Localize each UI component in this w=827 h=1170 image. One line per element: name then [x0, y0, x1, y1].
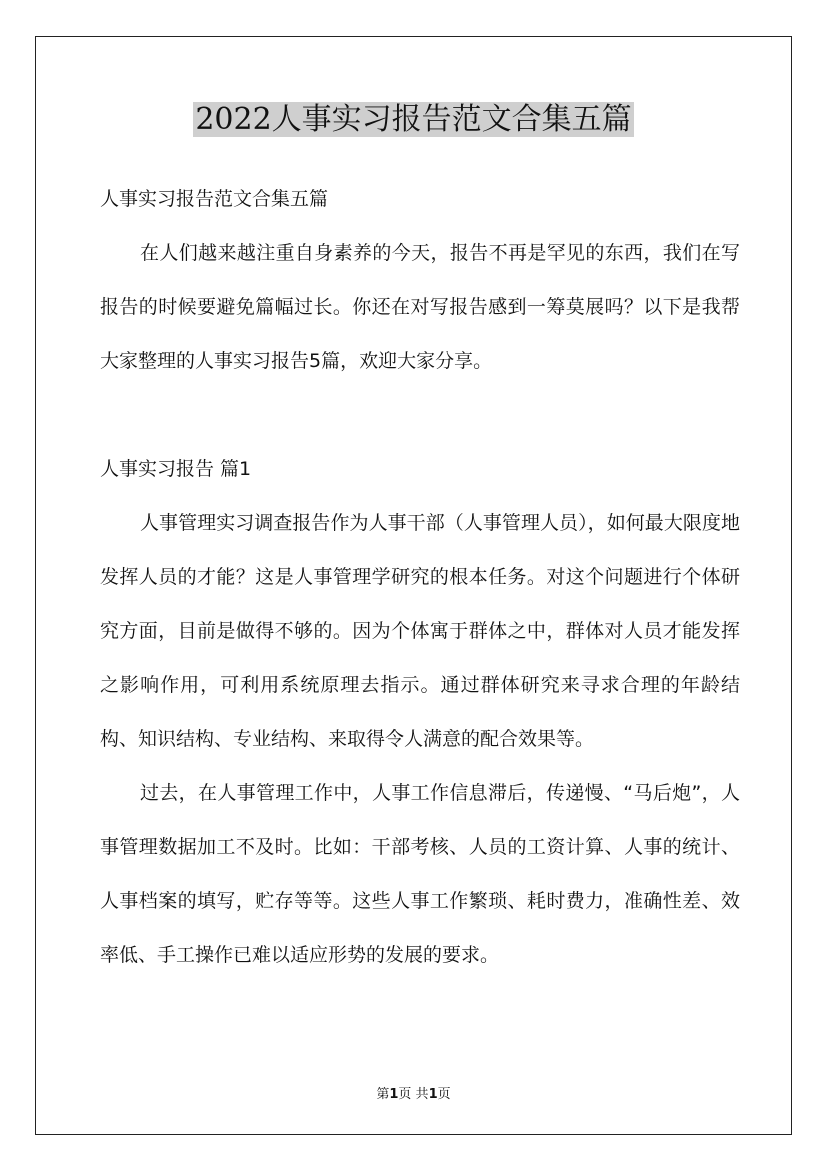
section-heading: 人事实习报告 篇1 [100, 458, 252, 480]
body-paragraph-2: 过去，在人事管理工作中，人事工作信息滞后，传递慢、“马后炮”，人事管理数据加工不及时。比如：干部考核、人员的工资计算、人事的统计、人事档案的填写，贮存等等。这些人事工作繁琐、耗时费力，准确性差、效率低、手工操作已难以适应形势的发展的要求。 [100, 782, 740, 966]
page-current: 1 [389, 1087, 399, 1102]
page-suffix: 页 [437, 1087, 451, 1102]
document-title-block [0, 96, 827, 144]
intro-paragraph: 在人们越来越注重自身素养的今天，报告不再是罕见的东西，我们在写报告的时候要避免篇幅过长。你还在对写报告感到一筹莫展吗？以下是我帮大家整理的人事实习报告5篇，欢迎大家分享。 [100, 242, 740, 372]
page-mid: 页 共 [398, 1087, 429, 1102]
document-subtitle: 人事实习报告范文合集五篇 [100, 188, 329, 210]
document-title: 2022人事实习报告范文合集五篇 [195, 102, 632, 137]
document-body [100, 172, 740, 982]
page-prefix: 第 [376, 1087, 390, 1102]
body-paragraph-1: 人事管理实习调查报告作为人事干部（人事管理人员），如何最大限度地发挥人员的才能？这是人事管理学研究的根本任务。对这个问题进行个体研究方面，目前是做得不够的。因为个体寓于群体之中，群体对人员才能发挥之影响作用，可利用系统原理去指示。通过群体研究来寻求合理的年龄结构、知识结构、专业结构、来取得令人满意的配合效果等。 [100, 512, 740, 750]
section-spacer [100, 388, 740, 442]
page-footer [0, 1083, 827, 1102]
page-total: 1 [428, 1087, 438, 1102]
